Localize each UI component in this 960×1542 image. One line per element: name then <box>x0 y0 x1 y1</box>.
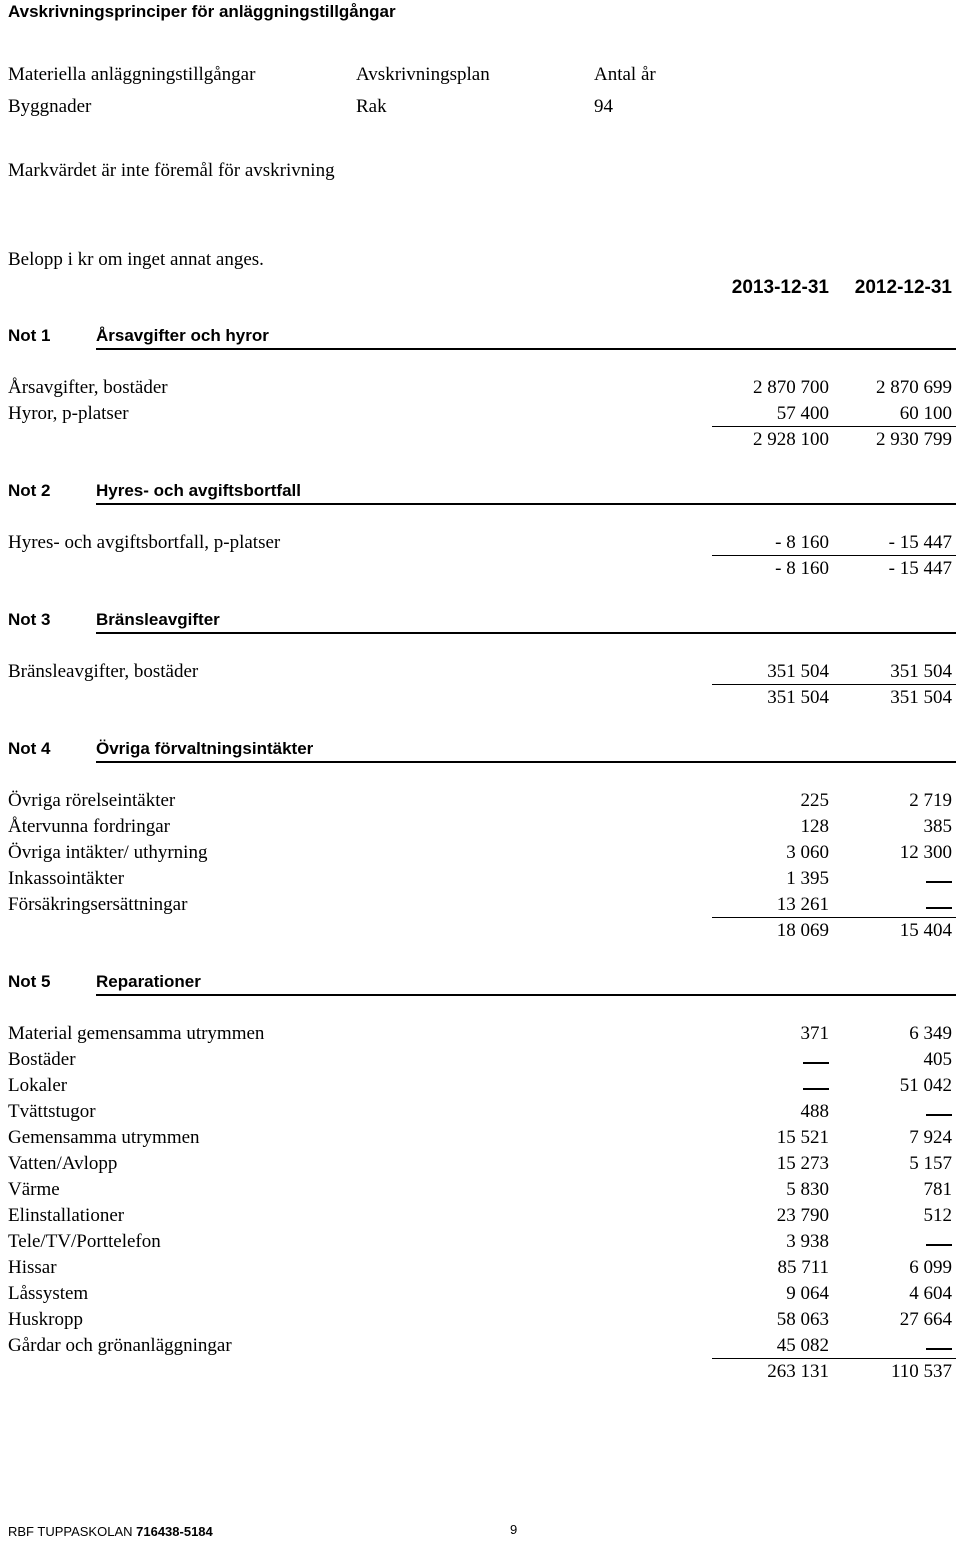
row-label: Årsavgifter, bostäder <box>8 377 168 398</box>
row-value-2012: 405 <box>923 1049 952 1070</box>
assets-header-category: Materiella anläggningstillgångar <box>8 64 256 85</box>
row-label: Hyres- och avgiftsbortfall, p-platser <box>8 532 281 553</box>
note-title: Bränsleavgifter <box>96 610 220 629</box>
row-label: Gårdar och grönanläggningar <box>8 1335 232 1356</box>
row-value-2012: 6 349 <box>909 1023 952 1044</box>
total-value-2012: 110 537 <box>890 1361 952 1382</box>
total-rule <box>712 426 956 427</box>
land-note: Markvärdet är inte föremål för avskrivning <box>8 160 335 181</box>
note-number: Not 5 <box>8 972 51 991</box>
total-value-2013: 2 928 100 <box>753 429 829 450</box>
total-rule <box>712 1358 956 1359</box>
total-value-2012: 2 930 799 <box>876 429 952 450</box>
note-number: Not 2 <box>8 481 51 500</box>
assets-header-years: Antal år <box>594 64 656 85</box>
column-header-2012: 2012-12-31 <box>854 277 952 298</box>
row-value-2012: 385 <box>923 816 952 837</box>
total-value-2013: 263 131 <box>767 1361 829 1382</box>
note-header-rule <box>96 503 956 505</box>
row-value-2013: 128 <box>800 816 829 837</box>
row-label: Bränsleavgifter, bostäder <box>8 661 199 682</box>
row-value-2013: 351 504 <box>767 661 829 682</box>
row-label: Gemensamma utrymmen <box>8 1127 200 1148</box>
assets-row-plan: Rak <box>356 96 387 117</box>
note-title: Årsavgifter och hyror <box>96 326 269 345</box>
row-label: Försäkringsersättningar <box>8 894 188 915</box>
amount-note: Belopp i kr om inget annat anges. <box>8 249 264 270</box>
row-label: Elinstallationer <box>8 1205 125 1226</box>
note-number: Not 1 <box>8 326 51 345</box>
row-value-2012: 4 604 <box>909 1283 952 1304</box>
assets-row-category: Byggnader <box>8 96 92 117</box>
row-value-2012-dash <box>926 1348 952 1350</box>
total-value-2012: 351 504 <box>890 687 952 708</box>
row-value-2013: 58 063 <box>776 1309 829 1330</box>
row-value-2013: 371 <box>800 1023 829 1044</box>
footer-org <box>8 1524 213 1539</box>
row-label: Hissar <box>8 1257 57 1278</box>
row-value-2012: 27 664 <box>899 1309 952 1330</box>
total-value-2013: 351 504 <box>767 687 829 708</box>
note-title: Reparationer <box>96 972 201 991</box>
total-value-2012: - 15 447 <box>888 558 952 579</box>
row-value-2013: 3 938 <box>786 1231 829 1252</box>
row-value-2012-dash <box>926 1114 952 1116</box>
row-label: Tele/TV/Porttelefon <box>8 1231 161 1252</box>
row-value-2012: 12 300 <box>899 842 952 863</box>
row-label: Övriga rörelseintäkter <box>8 790 176 811</box>
total-rule <box>712 917 956 918</box>
row-value-2012-dash <box>926 1244 952 1246</box>
row-label: Vatten/Avlopp <box>8 1153 118 1174</box>
row-value-2013: 15 521 <box>776 1127 829 1148</box>
assets-row-years: 94 <box>594 96 613 117</box>
row-label: Inkassointäkter <box>8 868 125 889</box>
row-value-2012: 781 <box>923 1179 952 1200</box>
row-value-2012: 512 <box>923 1205 952 1226</box>
row-value-2013-dash <box>803 1088 829 1090</box>
note-header-rule <box>96 761 956 763</box>
row-value-2013: 488 <box>800 1101 829 1122</box>
row-value-2013: 13 261 <box>776 894 829 915</box>
row-value-2012: 7 924 <box>909 1127 952 1148</box>
row-label: Återvunna fordringar <box>8 816 170 837</box>
row-value-2013: 45 082 <box>776 1335 829 1356</box>
note-header-rule <box>96 994 956 996</box>
row-value-2013-dash <box>803 1062 829 1064</box>
row-label: Värme <box>8 1179 60 1200</box>
note-number: Not 3 <box>8 610 51 629</box>
row-value-2012: 2 719 <box>909 790 952 811</box>
footer-org-number: 716438-5184 <box>136 1524 213 1539</box>
total-rule <box>712 555 956 556</box>
row-value-2013: - 8 160 <box>775 532 829 553</box>
row-value-2012: 2 870 699 <box>876 377 952 398</box>
total-value-2013: 18 069 <box>776 920 829 941</box>
note-header-rule <box>96 348 956 350</box>
row-value-2013: 15 273 <box>776 1153 829 1174</box>
row-label: Lokaler <box>8 1075 68 1096</box>
row-value-2012-dash <box>926 907 952 909</box>
row-value-2012: 5 157 <box>909 1153 952 1174</box>
row-label: Huskropp <box>8 1309 83 1330</box>
note-header-rule <box>96 632 956 634</box>
page-number: 9 <box>510 1522 518 1537</box>
row-value-2013: 225 <box>800 790 829 811</box>
row-value-2013: 23 790 <box>776 1205 829 1226</box>
footer-org-name: RBF TUPPASKOLAN <box>8 1524 133 1539</box>
row-label: Låssystem <box>8 1283 89 1304</box>
row-value-2012: 351 504 <box>890 661 952 682</box>
row-value-2013: 9 064 <box>786 1283 829 1304</box>
page-title: Avskrivningsprinciper för anläggningstillgångar <box>8 2 396 21</box>
assets-header-plan: Avskrivningsplan <box>356 64 490 85</box>
row-value-2012-dash <box>926 881 952 883</box>
column-header-2013: 2013-12-31 <box>731 277 829 298</box>
total-rule <box>712 684 956 685</box>
total-value-2012: 15 404 <box>899 920 952 941</box>
row-label: Material gemensamma utrymmen <box>8 1023 265 1044</box>
row-value-2013: 5 830 <box>786 1179 829 1200</box>
row-value-2013: 57 400 <box>776 403 829 424</box>
row-value-2013: 3 060 <box>786 842 829 863</box>
row-value-2013: 1 395 <box>786 868 829 889</box>
row-value-2012: 51 042 <box>899 1075 952 1096</box>
row-label: Bostäder <box>8 1049 76 1070</box>
note-title: Hyres- och avgiftsbortfall <box>96 481 301 500</box>
row-value-2013: 2 870 700 <box>753 377 829 398</box>
note-title: Övriga förvaltningsintäkter <box>96 739 314 758</box>
row-label: Tvättstugor <box>8 1101 96 1122</box>
row-value-2013: 85 711 <box>777 1257 829 1278</box>
note-number: Not 4 <box>8 739 51 758</box>
row-value-2012: 60 100 <box>899 403 952 424</box>
row-label: Hyror, p-platser <box>8 403 129 424</box>
row-value-2012: 6 099 <box>909 1257 952 1278</box>
total-value-2013: - 8 160 <box>775 558 829 579</box>
row-value-2012: - 15 447 <box>888 532 952 553</box>
row-label: Övriga intäkter/ uthyrning <box>8 842 208 863</box>
